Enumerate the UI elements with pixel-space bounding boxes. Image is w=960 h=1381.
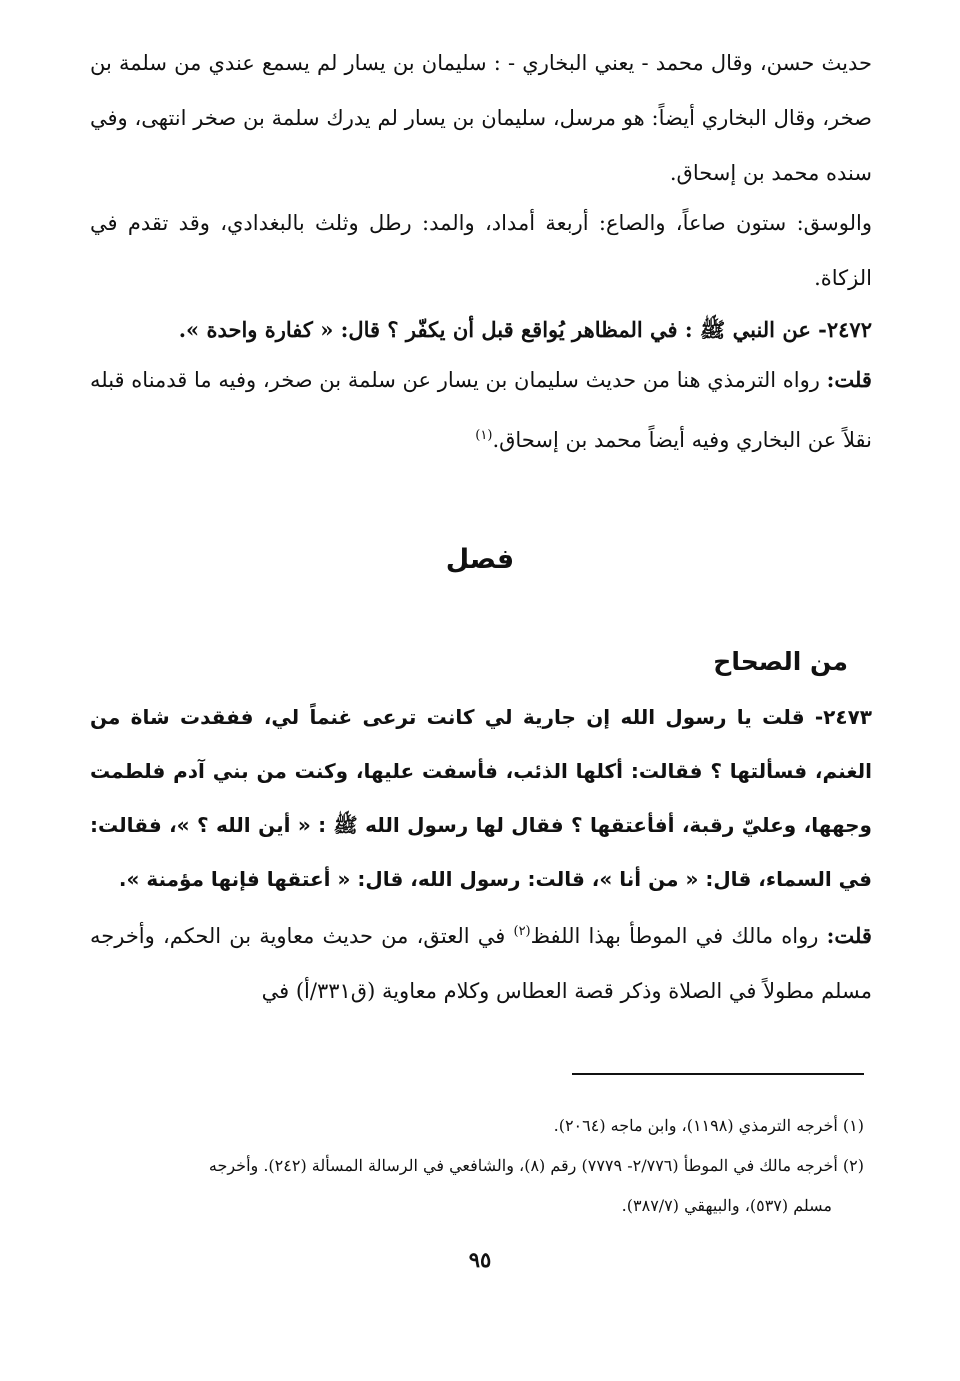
hadith-text: ٢٤٧٣- قلت يا رسول الله إن جارية لي كانت ترعى غنماً لي، ففقدت شاة من الغنم، فسألتها ؟ فقالت: أكلها الذئب، فأسفت عليها، وكنت من بني آدم فلطمت وجهها، وعليّ رقبة، أفأعتقها ؟ فقال لها رسول الله ﷺ : « أين الله ؟ »، فقالت: في السماء، قال: « من أنا »، قالت: رسول الله، قال: « أعتقها فإنها مؤمنة ».: [90, 705, 872, 891]
footnote-reference: (٢): [513, 924, 531, 939]
commentary-2473: [90, 904, 872, 1019]
hadith-2472: [90, 302, 872, 357]
footnote-2: (٢) أخرجه مالك في الموطأ (٢/٧٧٦- ٧٧٧٩) رقم (٨)، والشافعي في الرسالة المسألة (٢٤٢). وأخرجه: [208, 1156, 864, 1175]
footnote-reference: (١): [475, 428, 493, 443]
footnote-2-continued: مسلم (٥٣٧)، والبيهقي (٣٨٧/٧).: [621, 1196, 832, 1215]
commentary-lead: قلت:: [826, 923, 872, 948]
section-title: فصل: [445, 544, 515, 575]
commentary-text-continued: في العتق، من حديث معاوية بن الحكم، وأخرجه مسلم مطولاً في الصلاة وذكر قصة العطاس وكلام معاوية (ق٣٣١/أ) في: [90, 924, 872, 1003]
footnote-divider: [572, 1073, 864, 1075]
sub-heading: من الصحاح: [713, 647, 848, 676]
hadith-text: ٢٤٧٢- عن النبي ﷺ : في المظاهر يُواقع قبل أن يكفّر ؟ قال: « كفارة واحدة ».: [178, 317, 872, 342]
paragraph-text: حديث حسن، وقال محمد - يعني البخاري - : سليمان بن يسار لم يسمع عندي من سلمة بن صخر، وقال البخاري أيضاً: هو مرسل، سليمان بن يسار لم يدرك سلمة بن صخر انتهى، وفي سنده محمد بن إسحاق.: [90, 51, 872, 185]
paragraph-wasq-definition: [90, 196, 872, 306]
paragraph-hadith-grading: [90, 36, 872, 201]
commentary-paragraph: [90, 904, 872, 1019]
paragraph-text: والوسق: ستون صاعاً، والصاع: أربعة أمداد، والمد: رطل وثلث بالبغدادي، وقد تقدم في الزكاة.: [90, 211, 872, 290]
footnote-1: (١) أخرجه الترمذي (١١٩٨)، وابن ماجه (٢٠٦٤).: [553, 1116, 864, 1135]
commentary-2472: [90, 352, 872, 468]
commentary-lead: قلت:: [826, 367, 872, 392]
hadith-2473: [90, 690, 872, 906]
commentary-text: رواه مالك في الموطأ بهذا اللفظ: [530, 924, 819, 948]
commentary-text: رواه الترمذي هنا من حديث سليمان بن يسار عن سلمة بن صخر، وفيه ما قدمناه قبله نقلاً عن البخاري وفيه أيضاً محمد بن إسحاق.: [90, 368, 872, 452]
page-number: ٩٥: [468, 1247, 492, 1272]
commentary-paragraph: [90, 352, 872, 468]
footnotes: [94, 1106, 864, 1226]
